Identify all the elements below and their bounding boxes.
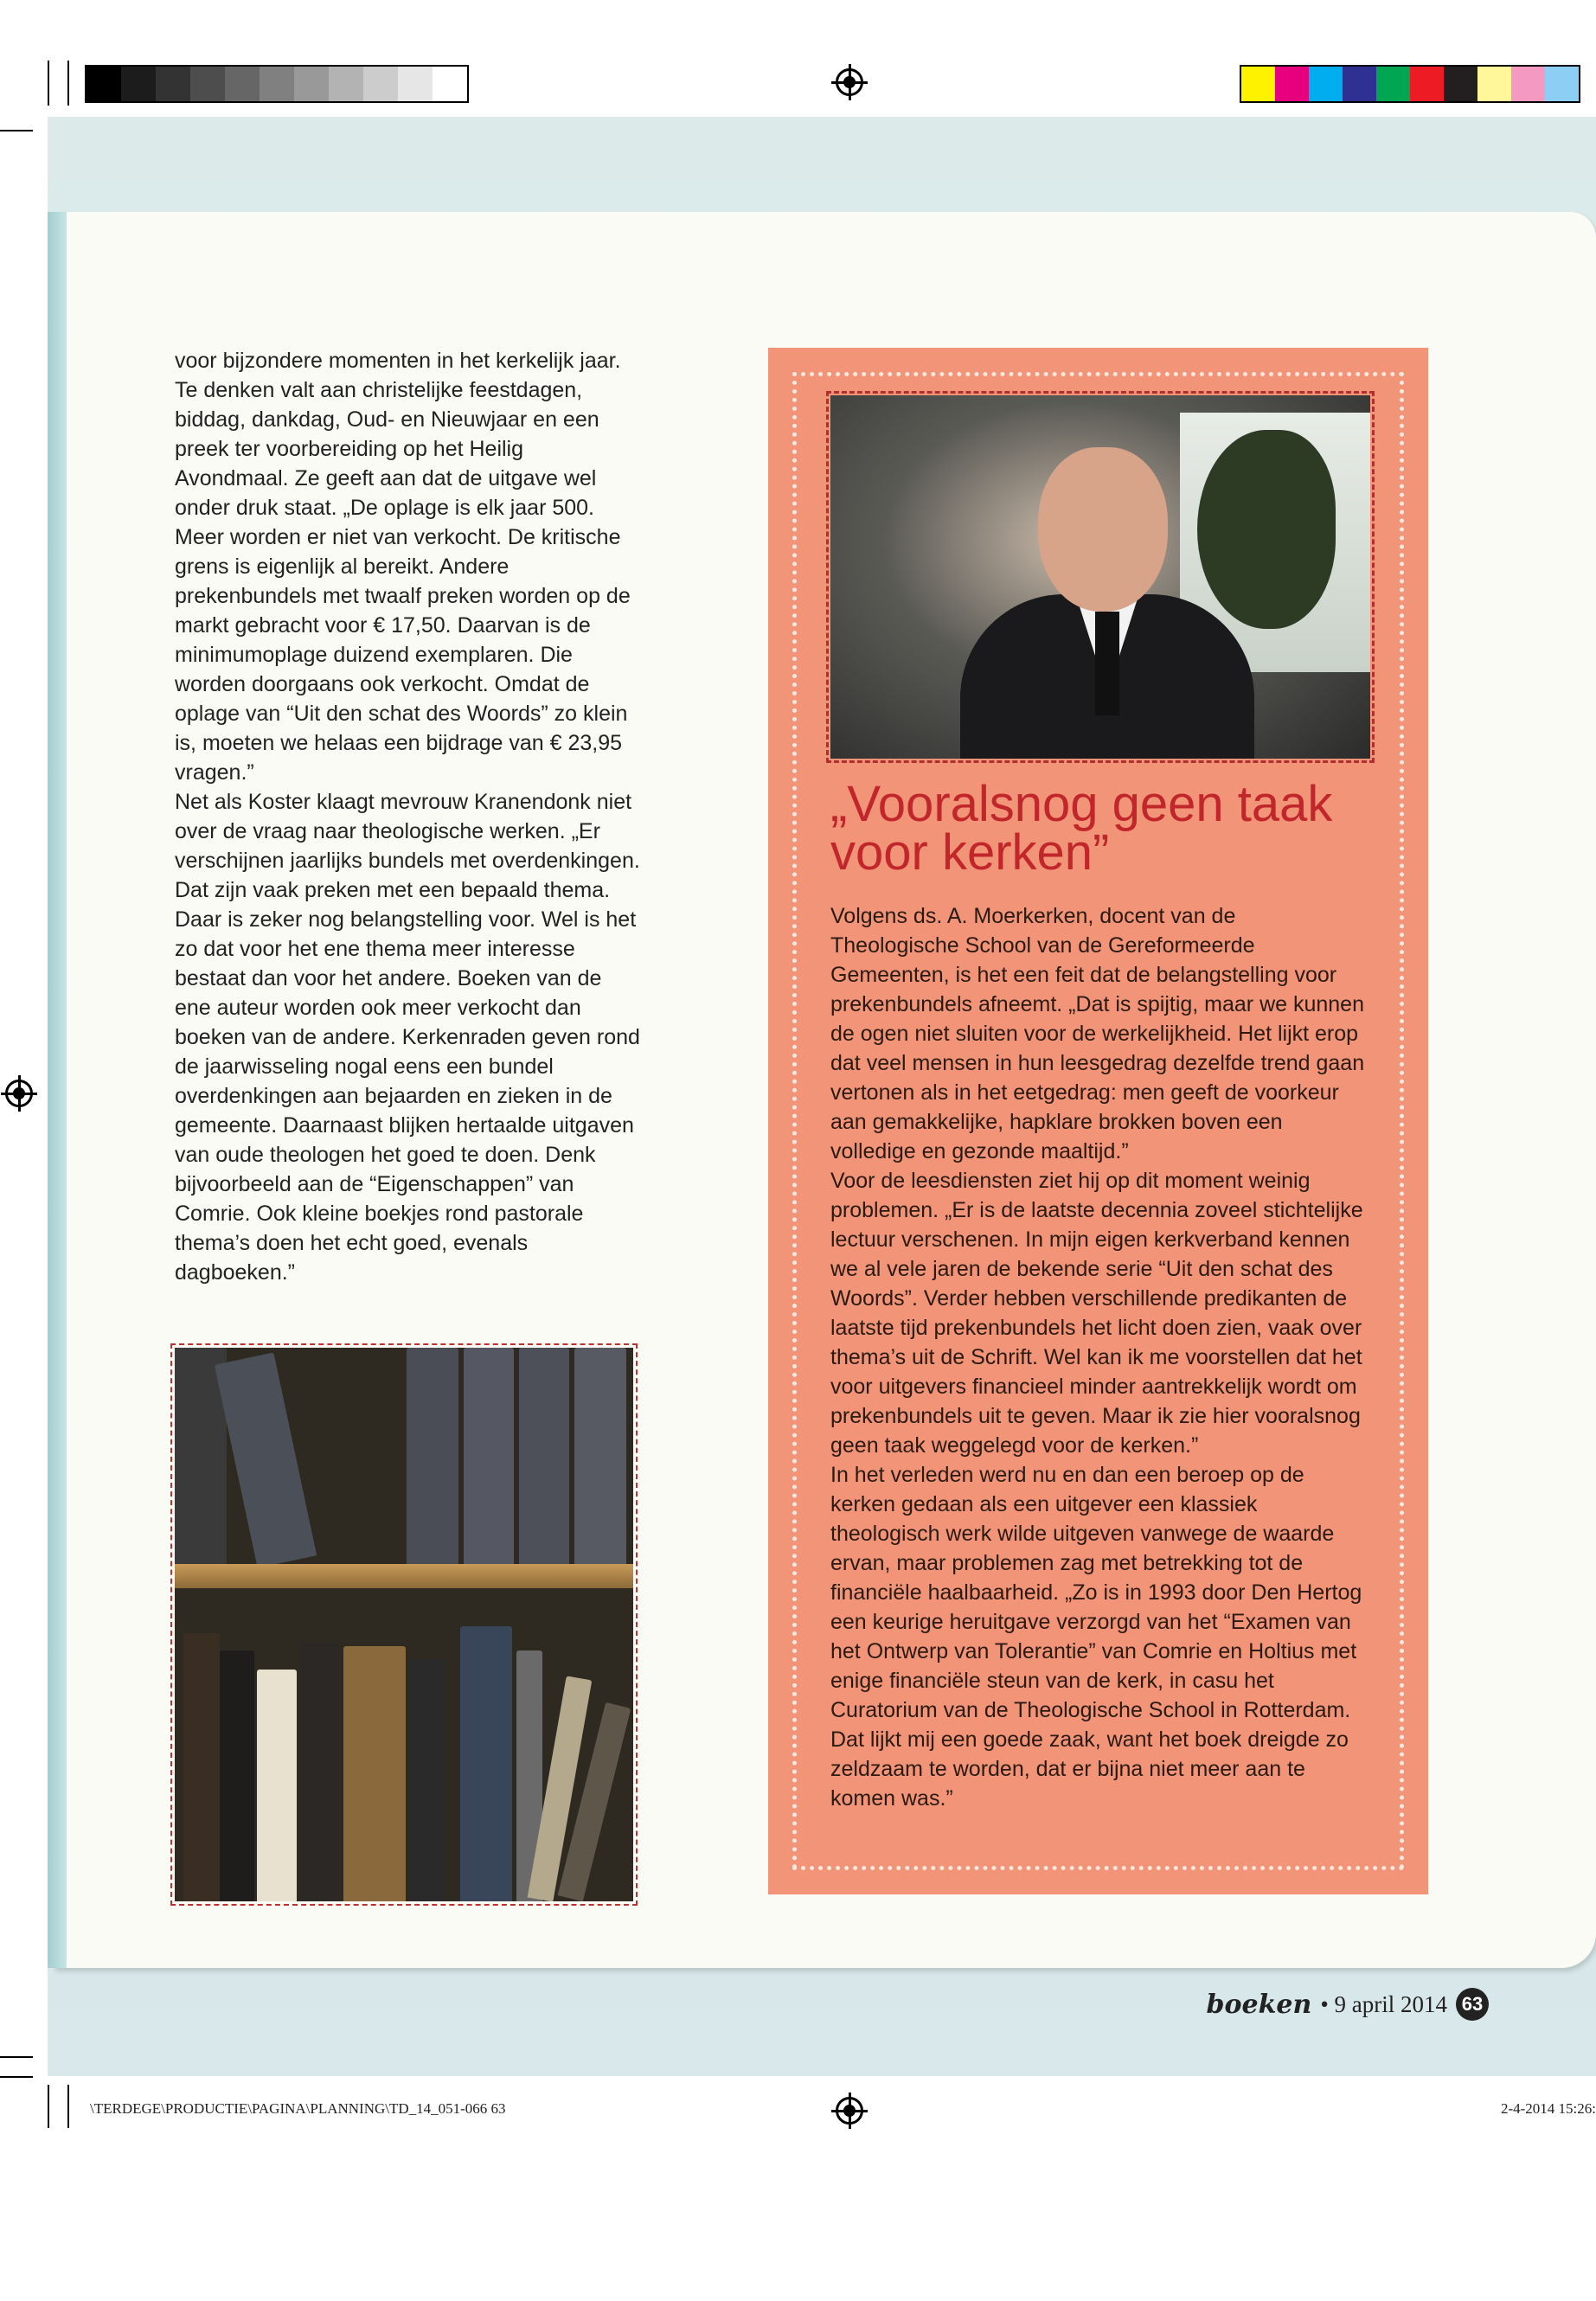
article-left-column [175,346,642,1287]
dotted-border [792,372,797,1870]
section-brand: boeken [1206,1989,1312,2020]
registration-mark-icon [836,2097,863,2125]
sidebar-paragraph: Voor de leesdiensten ziet hij op dit moment weinig problemen. „Er is de laatste decennia zoveel stichtelijke lectuur verschenen. In mijn eigen kerkverband kennen we al vele jaren de bekende serie “Uit den schat des Woords”. Verder hebben verschillende predikanten de laatste tijd prekenbundels het licht doen zien, vaak over thema’s uit de Schrift. Wel kan ik me voorstellen dat het voor uitgevers financieel minder aantrekkelijk wordt om prekenbundels uit te geven. Maar ik zie hier vooralsnog geen taak weggelegd voor de kerken.” [830,1169,1363,1458]
registration-mark-icon [5,1080,33,1107]
bookshelf-photo [175,1348,633,1901]
page-number: 63 [1456,1988,1489,2021]
sidebar-box [768,348,1428,1894]
sidebar-body [830,901,1367,1813]
registration-mark-icon [836,68,863,96]
crop-mark [0,130,33,131]
sidebar-title: „Vooralsnog geen taak voor kerken” [830,776,1333,881]
sidebar-paragraph: In het verleden werd nu en dan een beroep op de kerken gedaan als een uitgever een klassiek theologisch werk wilde uitgeven vanwege de waarde ervan, maar problemen zag met betrekking tot de financiële haalbaarheid. „Zo is in 1993 door Den Hertog een keurige heruitgave verzorgd van het “Examen van het Ontwerp van Tolerantie” van Comrie en Holtius met enige financiële steun van de kerk, in casu het Curatorium van de Theologische School in Rotterdam. Dat lijkt mij een goede zaak, want het boek dreigde zo zeldzaam te worden, dat er bijna niet meer aan te komen was.” [830,1463,1362,1811]
crop-mark [0,2076,33,2078]
sidebar-paragraph: Volgens ds. A. Moerkerken, docent van de Theologische School van de Gereformeerde Gemeenten, is het een feit dat de belangstelling voor prekenbundels afneemt. „Dat is spijtig, maar we kunnen de ogen niet sluiten voor de werkelijkheid. Het lijkt erop dat veel mensen in hun leesgedrag dezelfde trend gaan vertonen als in het eetgedrag: men geeft de voorkeur aan gemakkelijke, hapklare brokken boven een volledige en gezonde maaltijd.” [830,904,1365,1163]
dotted-border [792,372,1404,376]
crop-mark [48,61,49,106]
crop-mark [0,2056,33,2058]
crop-mark [48,2085,49,2128]
page-footer [1207,1988,1489,2021]
slug-path: \TERDEGE\PRODUCTIE\PAGINA\PLANNING\TD_14_051-066 63 [90,2100,506,2117]
dotted-border [792,1866,1404,1870]
issue-date: • 9 april 2014 [1320,1990,1447,2017]
crop-mark [67,61,69,106]
portrait-photo [830,395,1370,759]
slug-timestamp: 2-4-2014 15:26: [1500,2100,1596,2117]
cmyk-color-bar [1240,65,1580,103]
crop-mark [67,2085,69,2128]
grayscale-bar [85,65,469,103]
dotted-border [1400,372,1404,1870]
article-paragraph: voor bijzondere momenten in het kerkelijk jaar. Te denken valt aan christelijke feestdagen, biddag, dankdag, Oud- en Nieuwjaar en een preek ter voorbereiding op het Heilig Avondmaal. Ze geeft aan dat de uitgave wel onder druk staat. „De oplage is elk jaar 500. Meer worden er niet van verkocht. De kritische grens is eigenlijk al bereikt. Andere prekenbundels met twaalf preken worden op de markt gebracht voor € 17,50. Daarvan is de minimumoplage duizend exemplaren. Die worden doorgaans ook verkocht. Omdat de oplage van “Uit den schat des Woords” zo klein is, moeten we helaas een bijdrage van € 23,95 vragen.” [175,349,631,785]
paper-edge [48,212,67,1968]
article-paragraph: Net als Koster klaagt mevrouw Kranendonk niet over de vraag naar theologische werken. „Er verschijnen jaarlijks bundels met overdenkingen. Dat zijn vaak preken met een bepaald thema. Daar is zeker nog belangstelling voor. Wel is het zo dat voor het ene thema meer interesse bestaat dan voor het andere. Boeken van de ene auteur worden ook meer verkocht dan boeken van de andere. Kerkenraden geven rond de jaarwisseling nogal eens een bundel overdenkingen aan bejaarden en zieken in de gemeente. Daarnaast blijken hertaalde uitgaven van oude theologen het goed te doen. Denk bijvoorbeeld aan de “Eigenschappen” van Comrie. Ook kleine boekjes rond pastorale thema’s doen het echt goed, evenals dagboeken.” [175,790,640,1285]
